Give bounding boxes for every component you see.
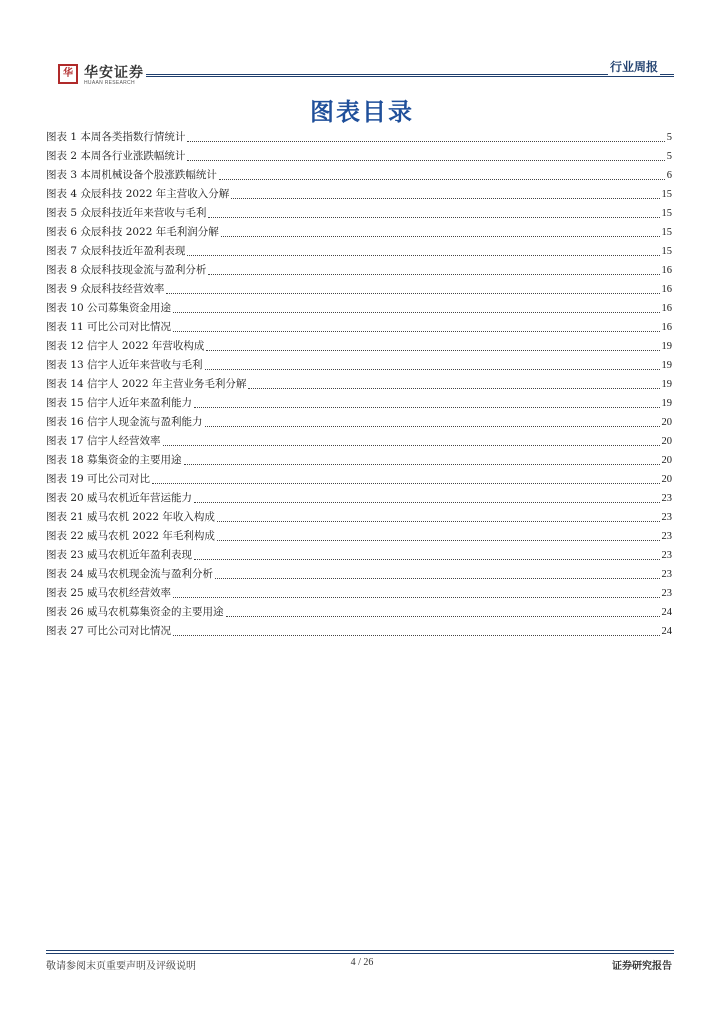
toc-leader-dots: [152, 482, 659, 484]
toc-leader-dots: [205, 425, 660, 427]
toc-leader-dots: [166, 292, 659, 294]
toc-leader-dots: [217, 539, 660, 541]
toc-entry-label: 图表 27 可比公司对比情况: [46, 625, 172, 637]
toc-leader-dots: [194, 558, 659, 560]
toc-entry[interactable]: [46, 204, 672, 223]
toc-entry-label: 图表 6 众辰科技 2022 年毛利润分解: [46, 226, 219, 238]
toc-entry-page: 23: [661, 531, 672, 542]
toc-entry-page: 5: [666, 151, 672, 162]
toc-entry-label: 图表 1 本周各类指数行情统计: [46, 131, 186, 143]
toc-leader-dots: [187, 254, 659, 256]
toc-entry-label: 图表 20 威马农机近年营运能力: [46, 492, 193, 504]
toc-leader-dots: [215, 577, 659, 579]
toc-entry-page: 20: [661, 436, 672, 447]
report-type-tag: 行业周报: [609, 60, 658, 74]
company-logo: 华: [58, 64, 78, 84]
toc-entry-label: 图表 17 信宇人经营效率: [46, 435, 161, 447]
footer-rule: [46, 950, 674, 951]
toc-entry-page: 20: [661, 417, 672, 428]
toc-entry[interactable]: [46, 470, 672, 489]
toc-entry-label: 图表 19 可比公司对比: [46, 473, 151, 485]
footer-report-label: 证券研究报告: [612, 961, 672, 972]
toc-entry[interactable]: [46, 565, 672, 584]
toc-entry[interactable]: [46, 394, 672, 413]
toc-leader-dots: [221, 235, 660, 237]
toc-entry-page: 23: [661, 569, 672, 580]
toc-entry[interactable]: [46, 128, 672, 147]
toc-leader-dots: [226, 615, 660, 617]
toc-entry-page: 19: [661, 379, 672, 390]
toc-leader-dots: [231, 197, 659, 199]
toc-entry[interactable]: [46, 356, 672, 375]
toc-entry[interactable]: [46, 546, 672, 565]
toc-entry-label: 图表 12 信宇人 2022 年营收构成: [46, 340, 205, 352]
toc-entry-page: 16: [661, 322, 672, 333]
toc-entry-label: 图表 4 众辰科技 2022 年主营收入分解: [46, 188, 230, 200]
toc-entry[interactable]: [46, 318, 672, 337]
toc-entry[interactable]: [46, 527, 672, 546]
toc-leader-dots: [217, 520, 660, 522]
toc-entry[interactable]: [46, 147, 672, 166]
toc-entry[interactable]: [46, 280, 672, 299]
toc-leader-dots: [206, 349, 659, 351]
toc-entry-page: 16: [661, 303, 672, 314]
toc-entry-label: 图表 3 本周机械设备个股涨跌幅统计: [46, 169, 217, 181]
header-rule-2: [146, 76, 674, 77]
toc-entry-label: 图表 15 信宇人近年来盈利能力: [46, 397, 193, 409]
toc-entry-page: 5: [666, 132, 672, 143]
toc-leader-dots: [248, 387, 659, 389]
toc-entry[interactable]: [46, 223, 672, 242]
toc-leader-dots: [194, 406, 659, 408]
page-header: [50, 60, 674, 90]
toc-entry[interactable]: [46, 299, 672, 318]
toc-entry-label: 图表 26 威马农机募集资金的主要用途: [46, 606, 224, 618]
toc-leader-dots: [194, 501, 659, 503]
toc-entry[interactable]: [46, 622, 672, 641]
toc-entry-page: 15: [661, 227, 672, 238]
toc-entry-page: 15: [661, 246, 672, 257]
toc-entry-page: 23: [661, 493, 672, 504]
toc-entry-page: 15: [661, 189, 672, 200]
toc-leader-dots: [208, 216, 659, 218]
toc-entry-label: 图表 7 众辰科技近年盈利表现: [46, 245, 186, 257]
toc-entry-label: 图表 21 威马农机 2022 年收入构成: [46, 511, 215, 523]
toc-entry[interactable]: [46, 432, 672, 451]
toc-entry[interactable]: [46, 375, 672, 394]
toc-entry[interactable]: [46, 185, 672, 204]
toc-entry-label: 图表 2 本周各行业涨跌幅统计: [46, 150, 186, 162]
toc-leader-dots: [187, 159, 664, 161]
toc-entry-page: 19: [661, 360, 672, 371]
toc-entry[interactable]: [46, 603, 672, 622]
toc-entry-page: 16: [661, 284, 672, 295]
page-title: 图表目录: [310, 98, 414, 126]
toc-entry[interactable]: [46, 451, 672, 470]
toc-leader-dots: [208, 273, 659, 275]
toc-entry-page: 23: [661, 550, 672, 561]
toc-leader-dots: [173, 330, 659, 332]
toc-entry-label: 图表 9 众辰科技经营效率: [46, 283, 165, 295]
toc-entry[interactable]: [46, 242, 672, 261]
toc-leader-dots: [187, 140, 664, 142]
toc-leader-dots: [205, 368, 660, 370]
toc-entry-label: 图表 23 威马农机近年盈利表现: [46, 549, 193, 561]
brand-name: 华安证券: [84, 65, 144, 81]
toc-entry-page: 23: [661, 588, 672, 599]
toc-entry-page: 24: [661, 626, 672, 637]
toc-entry-label: 图表 8 众辰科技现金流与盈利分析: [46, 264, 207, 276]
toc-entry-page: 15: [661, 208, 672, 219]
toc-entry[interactable]: [46, 337, 672, 356]
toc-entry-page: 20: [661, 455, 672, 466]
header-rule: [146, 74, 674, 75]
toc-entry-label: 图表 5 众辰科技近年来营收与毛利: [46, 207, 207, 219]
toc-entry-page: 19: [661, 398, 672, 409]
toc-entry-label: 图表 25 威马农机经营效率: [46, 587, 172, 599]
toc-entry[interactable]: [46, 261, 672, 280]
toc-leader-dots: [173, 311, 659, 313]
toc-entry-page: 6: [666, 170, 672, 181]
toc-entry[interactable]: [46, 413, 672, 432]
toc-entry[interactable]: [46, 508, 672, 527]
brand-name-en: HUAAN RESEARCH: [84, 80, 135, 86]
toc-entry[interactable]: [46, 584, 672, 603]
toc-entry-page: 20: [661, 474, 672, 485]
toc-leader-dots: [219, 178, 665, 180]
toc-leader-dots: [173, 634, 659, 636]
toc-entry-page: 16: [661, 265, 672, 276]
page-number: 4 / 26: [350, 957, 374, 968]
toc-entry-label: 图表 18 募集资金的主要用途: [46, 454, 182, 466]
footer-rule-2: [46, 953, 674, 954]
toc-entry[interactable]: [46, 166, 672, 185]
toc-entry-page: 24: [661, 607, 672, 618]
toc-entry-label: 图表 22 威马农机 2022 年毛利构成: [46, 530, 215, 542]
toc-entry-label: 图表 11 可比公司对比情况: [46, 321, 172, 333]
toc-entry[interactable]: [46, 489, 672, 508]
toc-leader-dots: [184, 463, 660, 465]
toc-entry-label: 图表 10 公司募集资金用途: [46, 302, 172, 314]
toc-entry-label: 图表 24 威马农机现金流与盈利分析: [46, 568, 214, 580]
toc-leader-dots: [173, 596, 659, 598]
toc-entry-label: 图表 14 信宇人 2022 年主营业务毛利分解: [46, 378, 247, 390]
footer-disclaimer: 敬请参阅末页重要声明及评级说明: [46, 961, 196, 972]
toc-leader-dots: [163, 444, 660, 446]
toc-entry-label: 图表 16 信宇人现金流与盈利能力: [46, 416, 203, 428]
toc-entry-label: 图表 13 信宇人近年来营收与毛利: [46, 359, 203, 371]
toc-entry-page: 19: [661, 341, 672, 352]
table-of-figures: [46, 128, 672, 641]
toc-entry-page: 23: [661, 512, 672, 523]
